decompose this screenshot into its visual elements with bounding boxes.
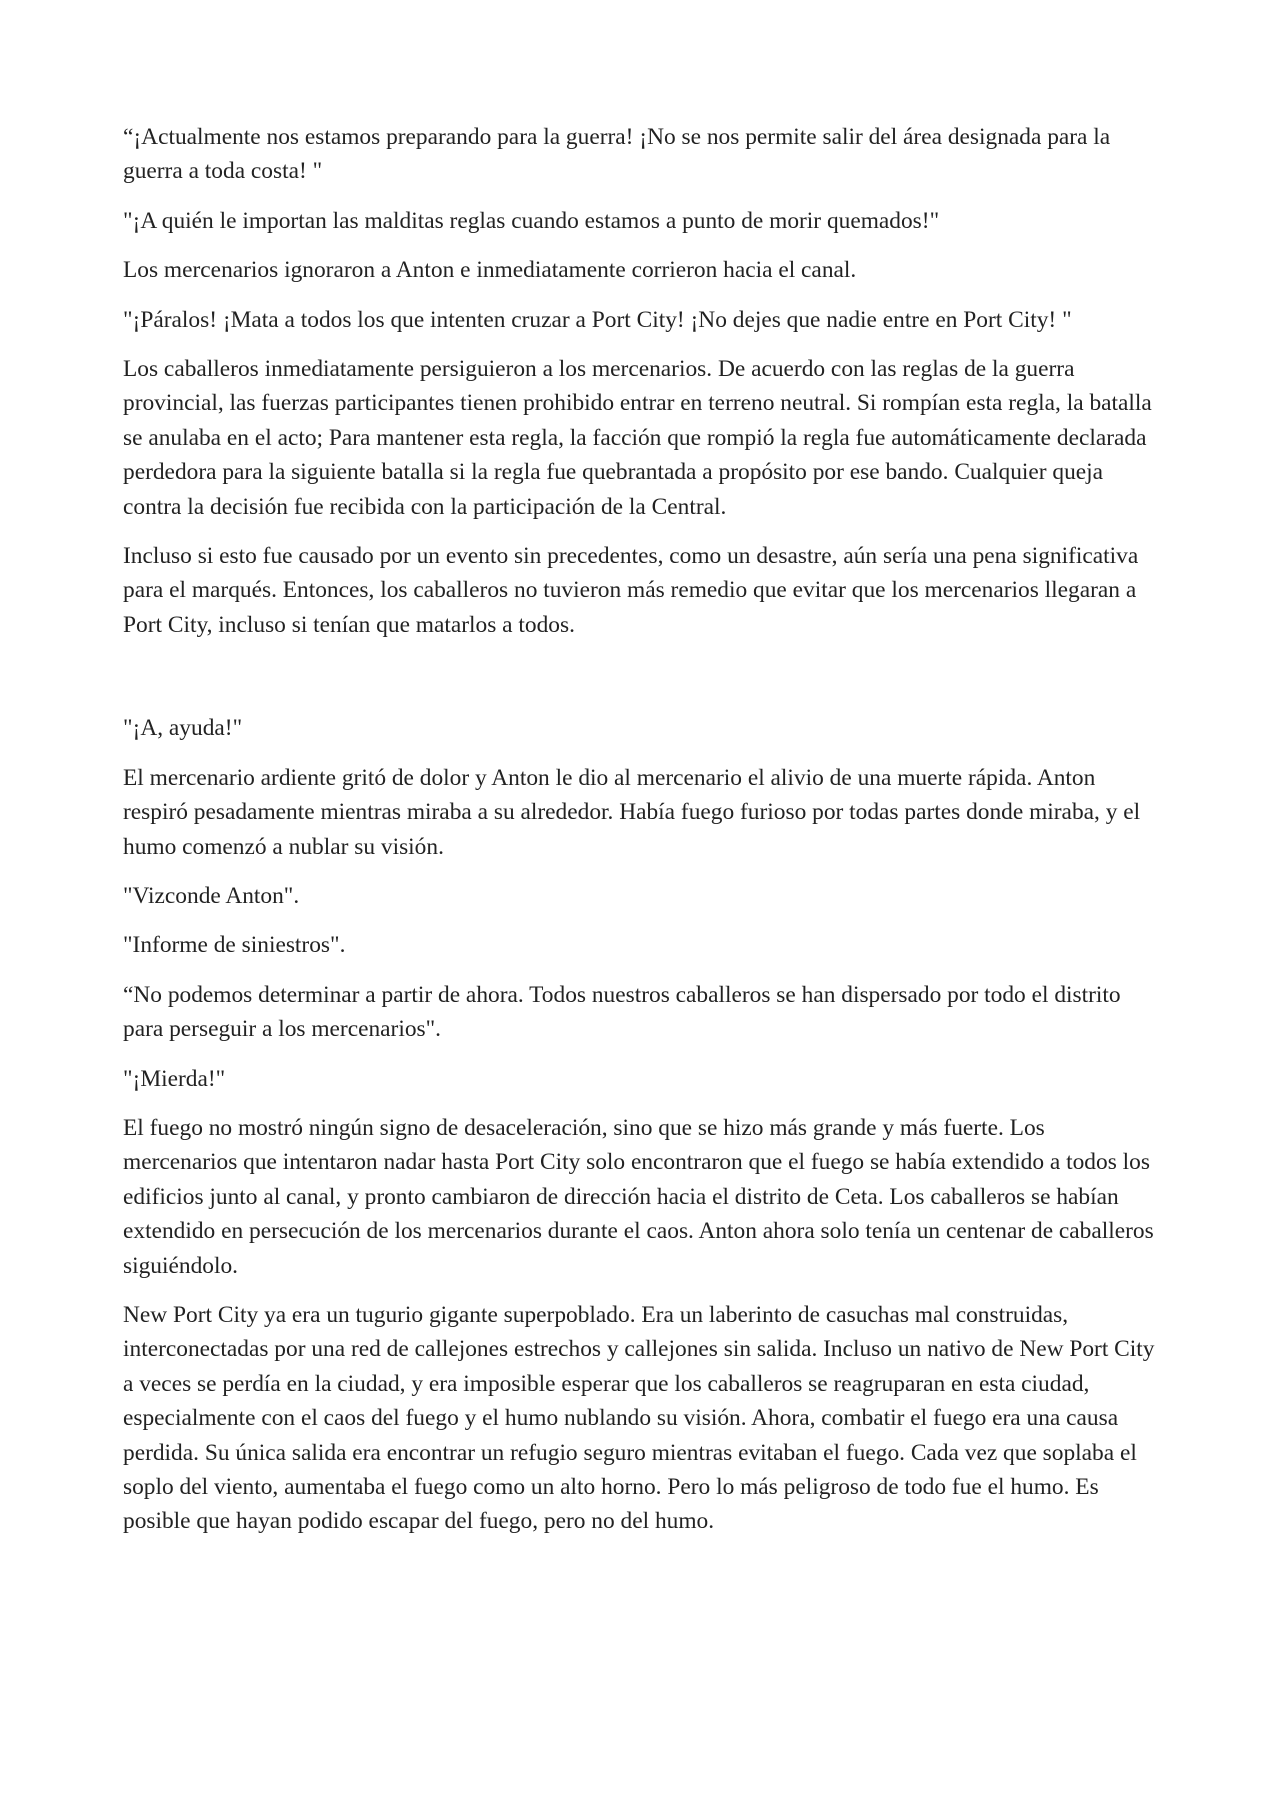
- paragraph: "Informe de siniestros".: [123, 932, 346, 959]
- paragraph: El mercenario ardiente gritó de dolor y Anton le dio al mercenario el alivio de una muerte rápida. Anton respiró pesadamente mientras miraba a su alrededor. Había fuego furioso por todas partes donde miraba, y el humo comenzó a nublar su visión.: [123, 764, 1141, 860]
- paragraph: "¡A, ayuda!": [123, 715, 243, 742]
- paragraph: "¡A quién le importan las malditas reglas cuando estamos a punto de morir quemados!": [123, 207, 940, 234]
- paragraph: New Port City ya era un tugurio gigante superpoblado. Era un laberinto de casuchas mal construidas, interconectadas por una red de callejones estrechos y callejones sin salida. Incluso un nativo de New Port City a veces se perdía en la ciudad, y era imposible esperar que los caballeros se reagruparan en esta ciudad, especialmente con el caos del fuego y el humo nublando su visión. Ahora, combatir el fuego era una causa perdida. Su única salida era encontrar un refugio seguro mientras evitaban el fuego. Cada vez que soplaba el soplo del viento, aumentaba el fuego como un alto horno. Pero lo más peligroso de todo fue el humo. Es posible que hayan podido escapar del fuego, pero no del humo.: [123, 1301, 1155, 1535]
- section-break: [123, 657, 1162, 711]
- paragraph: "Vizconde Anton".: [123, 882, 300, 909]
- paragraph: "¡Mierda!": [123, 1065, 226, 1092]
- paragraph: “No podemos determinar a partir de ahora. Todos nuestros caballeros se han dispersado por todo el distrito para perseguir a los mercenarios".: [123, 981, 1121, 1043]
- paragraph: "¡Páralos! ¡Mata a todos los que intenten cruzar a Port City! ¡No dejes que nadie entre en Port City! ": [123, 306, 1072, 333]
- paragraph: Incluso si esto fue causado por un evento sin precedentes, como un desastre, aún sería una pena significativa para el marqués. Entonces, los caballeros no tuvieron más remedio que evitar que los mercenarios llegaran a Port City, incluso si tenían que matarlos a todos.: [123, 543, 1139, 638]
- paragraph: “¡Actualmente nos estamos preparando para la guerra! ¡No se nos permite salir del área designada para la guerra a toda costa! ": [123, 124, 1111, 185]
- paragraph: Los mercenarios ignoraron a Anton e inmediatamente corrieron hacia el canal.: [123, 257, 857, 284]
- paragraph: El fuego no mostró ningún signo de desaceleración, sino que se hizo más grande y más fuerte. Los mercenarios que intentaron nadar hasta Port City solo encontraron que el fuego se había extendido a todos los edificios junto al canal, y pronto cambiaron de dirección hacia el distrito de Ceta. Los caballeros se habían extendido en persecución de los mercenarios durante el caos. Anton ahora solo tenía un centenar de caballeros siguiéndolo.: [123, 1114, 1154, 1279]
- paragraph: Los caballeros inmediatamente persiguieron a los mercenarios. De acuerdo con las reglas de la guerra provincial, las fuerzas participantes tienen prohibido entrar en terreno neutral. Si rompían esta regla, la batalla se anulaba en el acto; Para mantener esta regla, la facción que rompió la regla fue automáticamente declarada perdedora para la siguiente batalla si la regla fue quebrantada a propósito por ese bando. Cualquier queja contra la decisión fue recibida con la participación de la Central.: [123, 356, 1152, 520]
